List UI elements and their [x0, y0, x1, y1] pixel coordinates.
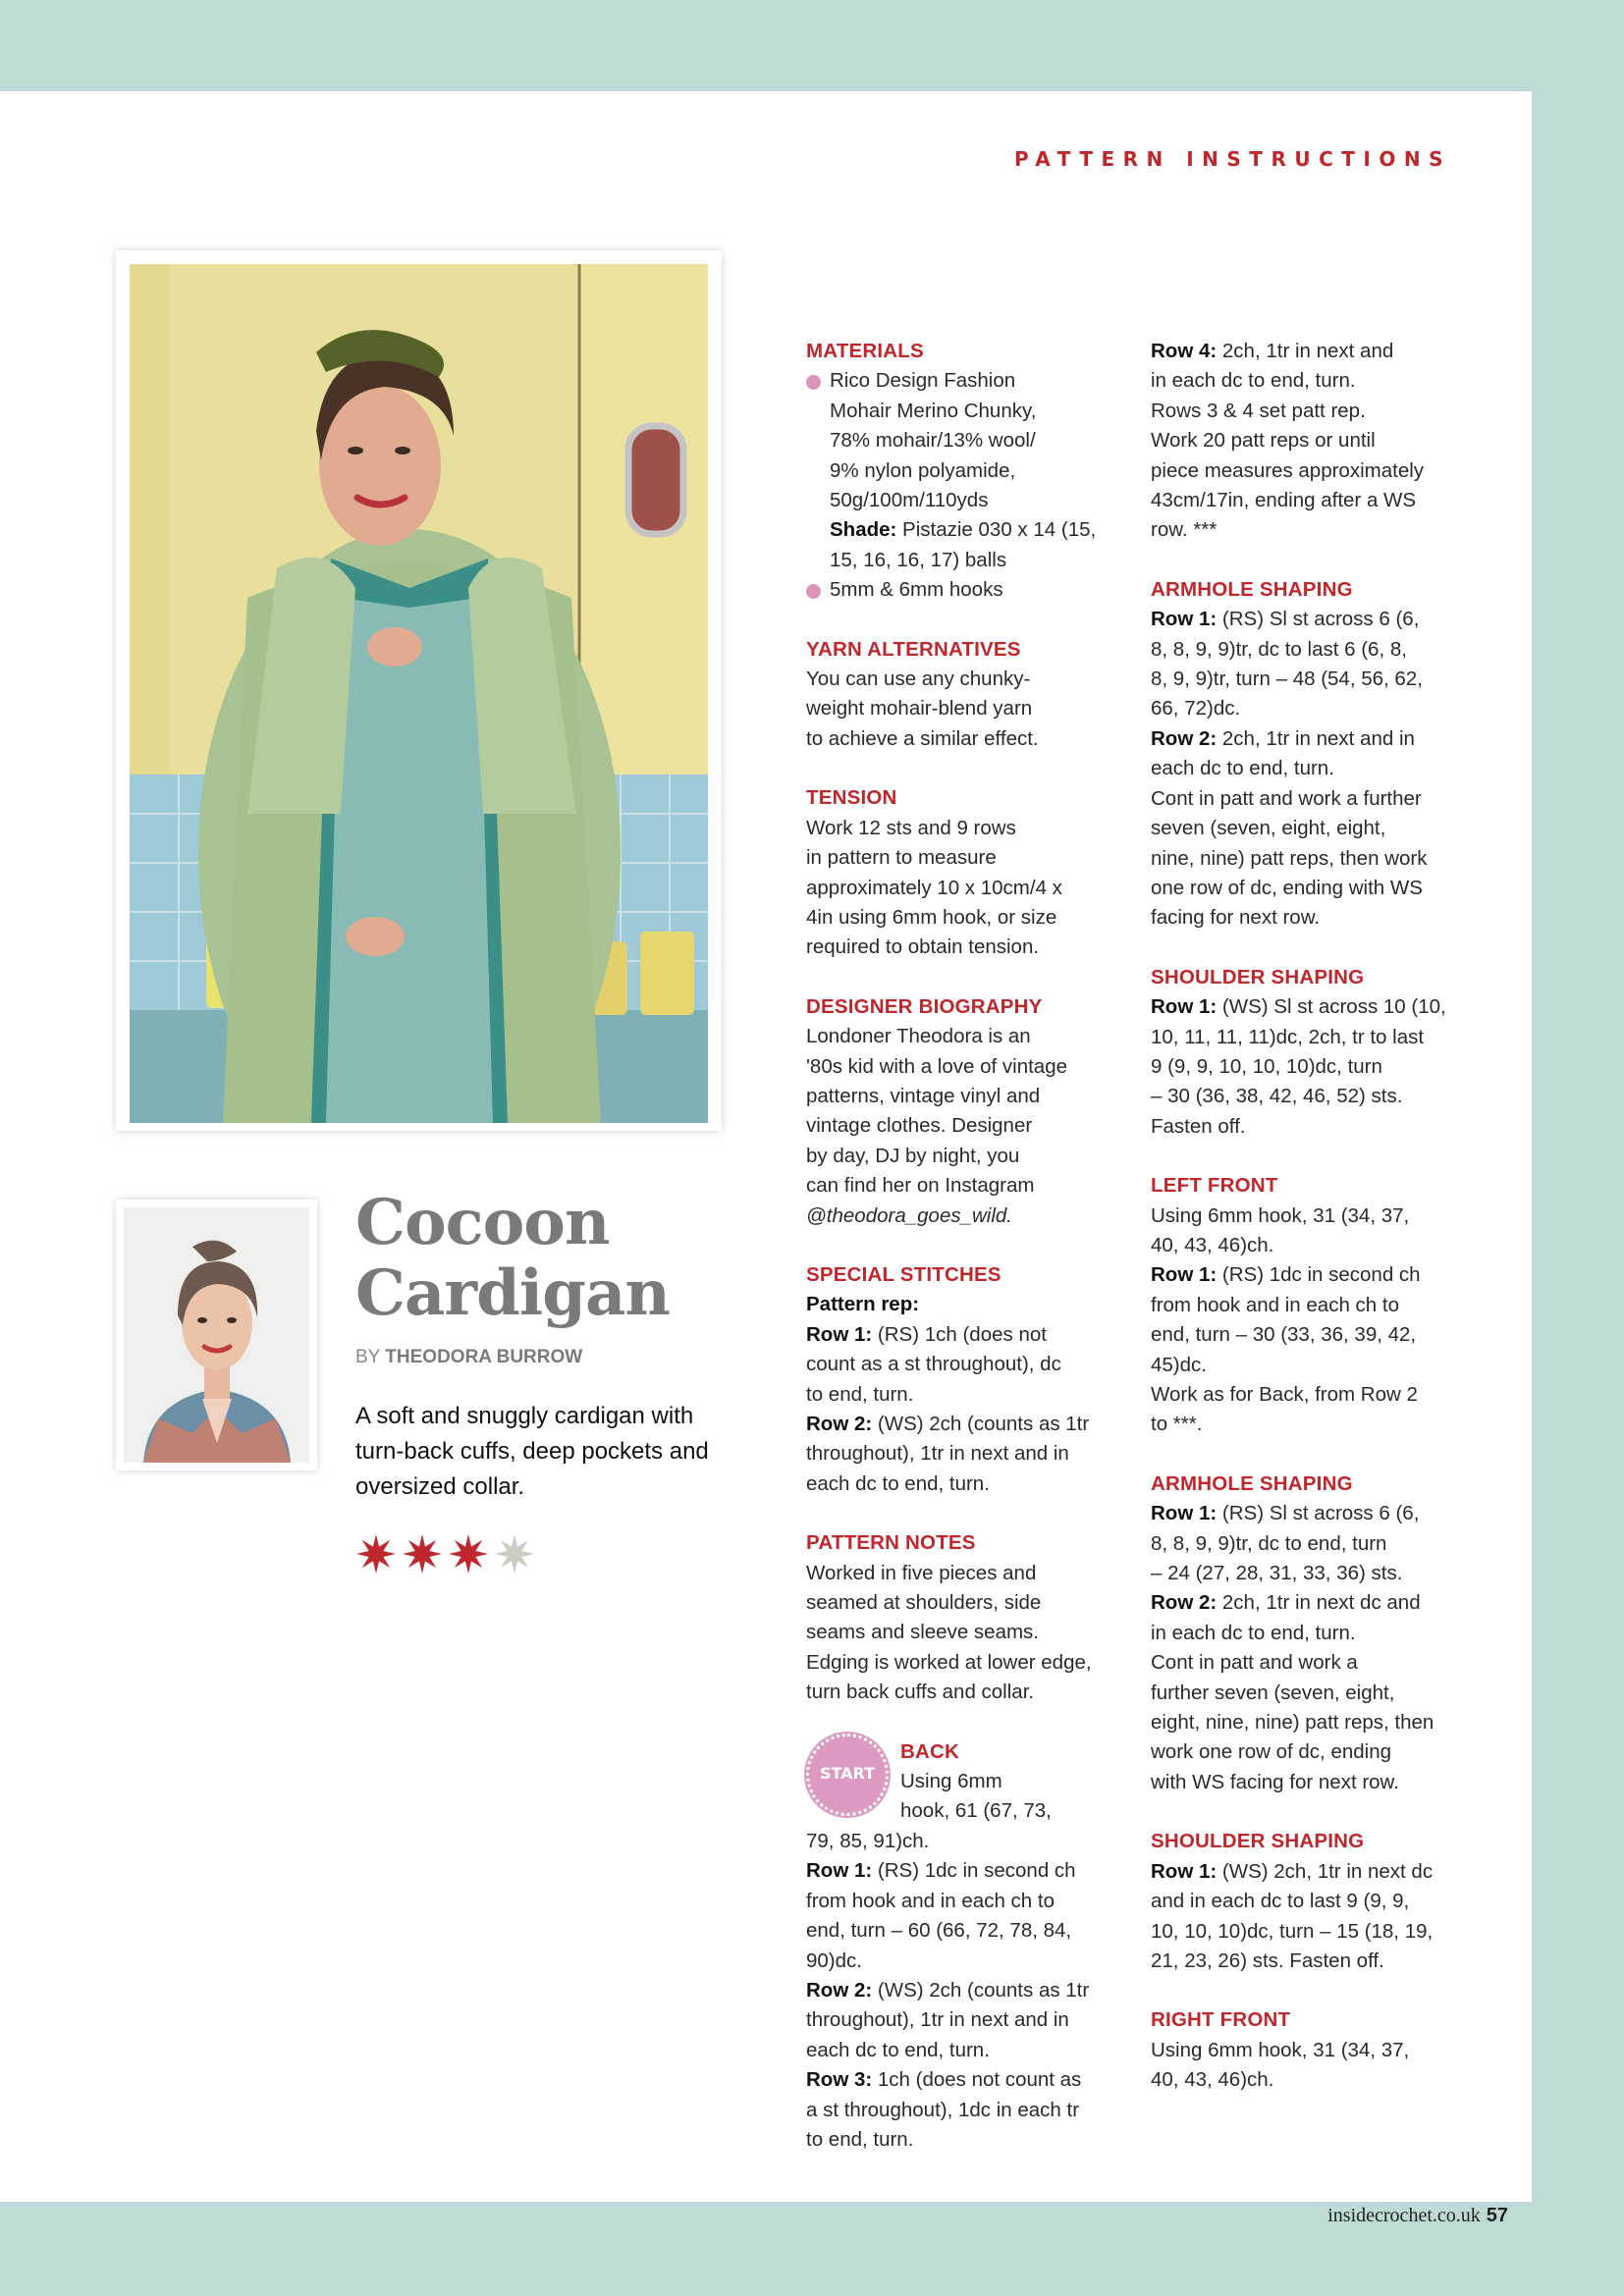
materials-hooks-item: 5mm & 6mm hooks: [806, 575, 1120, 605]
left-front-tail: Work as for Back, from Row 2 to ***.: [1151, 1383, 1418, 1436]
designer-photo-frame: [116, 1200, 317, 1470]
back-row-3: [806, 2065, 1120, 2155]
row-label: Row 2:: [806, 1413, 873, 1435]
instructions-column-1: [806, 337, 1120, 2184]
pattern-notes-heading: PATTERN NOTES: [806, 1531, 976, 1555]
designer-photo: [124, 1207, 309, 1463]
right-front-intro: Using 6mm hook, 31 (34, 37, 40, 43, 46)ch.: [1151, 2038, 1410, 2092]
main-photo: [130, 264, 708, 1123]
difficulty-star-filled-icon: [402, 1533, 443, 1575]
shoulder-heading-1: SHOULDER SHAPING: [1151, 965, 1365, 988]
row-text: (RS) 1ch (does not count as a st throughout), dc to end, turn.: [806, 1322, 1061, 1406]
armhole1-tail: Cont in patt and work a further seven (seven, eight, eight, nine, nine) patt reps, then work one row of dc, ending with WS facing for next row.: [1151, 786, 1428, 930]
row-label: Row 3:: [806, 2068, 873, 2092]
title-line-1: Cocoon: [355, 1186, 610, 1259]
armhole2-row-2: [1151, 1588, 1494, 1648]
row-text: (WS) Sl st across 10 (10, 10, 11, 11, 11)dc, 2ch, tr to last 9 (9, 9, 10, 10, 10)dc, turn – 30 (36, 38, 42, 46, 52) sts. Fasten off.: [1151, 995, 1446, 1138]
row-label: Row 1:: [1151, 1502, 1218, 1525]
start-badge: START: [806, 1734, 889, 1816]
pattern-notes-section: [806, 1528, 1120, 1707]
tension-section: [806, 783, 1120, 962]
row-text: 2ch, 1tr in next and in each dc to end, turn.: [1151, 726, 1415, 780]
intro-text: A soft and snuggly cardigan with turn-back cuffs, deep pockets and oversized collar.: [355, 1403, 709, 1500]
shoulder1-row-1: [1151, 992, 1494, 1142]
page-number: 57: [1486, 2205, 1508, 2226]
designer-heading: DESIGNER BIOGRAPHY: [806, 994, 1043, 1018]
difficulty-star-filled-icon: [355, 1533, 397, 1575]
difficulty-star-filled-icon: [448, 1533, 489, 1575]
row-label: Row 4:: [1151, 340, 1218, 362]
pattern-rep-subhead: Pattern rep:: [806, 1293, 920, 1316]
shoulder2-row-1: [1151, 1857, 1494, 1977]
pattern-title: [355, 1188, 748, 1329]
designer-section: [806, 992, 1120, 1231]
row-text: (WS) 2ch (counts as 1tr throughout), 1tr in next and in each dc to end, turn.: [806, 1413, 1090, 1495]
special-stitches-section: [806, 1260, 1120, 1499]
shoulder-shaping-section-2: [1151, 1827, 1494, 1976]
materials-heading: MATERIALS: [806, 340, 924, 362]
special-row-1: [806, 1320, 1120, 1410]
row-label: Row 1:: [1151, 1859, 1218, 1883]
row-label: Row 2:: [1151, 726, 1218, 750]
row-text: (WS) 2ch, 1tr in next dc and in each dc to last 9 (9, 9, 10, 10, 10)dc, turn – 15 (18, 19, 21, 23, 26) sts. Fasten off.: [1151, 1859, 1434, 1972]
pattern-notes-text: Worked in five pieces and seamed at shoulders, side seams and sleeve seams. Edging is worked at lower edge, turn back cuffs and collar.: [806, 1561, 1092, 1704]
yarn-alternatives-text: You can use any chunky- weight mohair-blend yarn to achieve a similar effect.: [806, 667, 1039, 750]
row-text: (RS) Sl st across 6 (6, 8, 8, 9, 9)tr, dc to last 6 (6, 8, 8, 9, 9)tr, turn – 48 (54, 56, 62, 66, 72)dc.: [1151, 608, 1423, 721]
section-header: PATTERN INSTRUCTIONS: [1013, 147, 1451, 171]
shoulder-heading-2: SHOULDER SHAPING: [1151, 1830, 1365, 1853]
shade-text: Pistazie 030 x 14 (15, 15, 16, 16, 17) balls: [830, 518, 1097, 571]
row-text: (RS) 1dc in second ch from hook and in each ch to end, turn – 60 (66, 72, 78, 84, 90)dc.: [806, 1859, 1076, 1972]
left-front-row-1: [1151, 1260, 1494, 1380]
site-name: insidecrochet.co.uk: [1327, 2205, 1481, 2226]
instructions-column-2: [1151, 337, 1494, 2125]
row-label: Row 1:: [1151, 1263, 1218, 1287]
back-continued: [1151, 337, 1494, 546]
designer-text: Londoner Theodora is an '80s kid with a love of vintage patterns, vintage vinyl and vintage clothes. Designer by day, DJ by night, you can find her on Instagram: [806, 1025, 1068, 1198]
armhole1-row-2: [1151, 724, 1494, 784]
main-photo-frame: [116, 250, 722, 1131]
tension-text: Work 12 sts and 9 rows in pattern to measure approximately 10 x 10cm/4 x 4in using 6mm hook, or size required to obtain tension.: [806, 816, 1062, 959]
armhole-shaping-section-2: [1151, 1469, 1494, 1797]
armhole-heading-2: ARMHOLE SHAPING: [1151, 1471, 1353, 1495]
shoulder-shaping-section-1: [1151, 963, 1494, 1142]
back-intro-a: Using 6mm hook, 61 (67, 73,: [900, 1770, 1052, 1823]
row-label: Row 2:: [806, 1978, 873, 2002]
row-text: 2ch, 1tr in next and in each dc to end, turn.: [1151, 340, 1394, 393]
tension-heading: TENSION: [806, 786, 897, 810]
materials-yarn: Rico Design Fashion Mohair Merino Chunky, 78% mohair/13% wool/ 9% nylon polyamide, 50g/100m/110yds: [830, 369, 1037, 512]
designer-name: THEODORA BURROW: [385, 1347, 583, 1367]
row-text: (RS) 1dc in second ch from hook and in each ch to end, turn – 30 (33, 36, 39, 42, 45)dc.: [1151, 1263, 1421, 1376]
yarn-alternatives-section: [806, 635, 1120, 755]
right-front-heading: RIGHT FRONT: [1151, 2008, 1291, 2032]
row-label: Row 1:: [806, 1859, 873, 1883]
page-footer: [1327, 2205, 1508, 2227]
back-row-2: [806, 1976, 1120, 2065]
special-stitches-heading: SPECIAL STITCHES: [806, 1262, 1001, 1286]
title-line-2: Cardigan: [355, 1256, 670, 1330]
left-front-intro: Using 6mm hook, 31 (34, 37, 40, 43, 46)ch.: [1151, 1203, 1410, 1256]
left-front-heading: LEFT FRONT: [1151, 1174, 1278, 1198]
byline-prefix: BY: [355, 1347, 381, 1367]
armhole-heading-1: ARMHOLE SHAPING: [1151, 577, 1353, 601]
armhole1-row-1: [1151, 605, 1494, 724]
row-text: 1ch (does not count as a st throughout), 1dc in each tr to end, turn.: [806, 2068, 1082, 2151]
back-row-4: [1151, 337, 1494, 397]
back-intro-b: 79, 85, 91)ch.: [806, 1829, 930, 1852]
byline: [355, 1347, 582, 1368]
row-label: Row 1:: [806, 1322, 873, 1346]
row-label: Row 1:: [1151, 608, 1218, 631]
row-label: Row 2:: [1151, 1591, 1218, 1615]
armhole2-row-1: [1151, 1499, 1494, 1588]
yarn-alternatives-heading: YARN ALTERNATIVES: [806, 637, 1021, 661]
armhole-shaping-section-1: [1151, 575, 1494, 934]
row-text: (RS) Sl st across 6 (6, 8, 8, 9, 9)tr, dc to end, turn – 24 (27, 28, 31, 33, 36) sts.: [1151, 1502, 1420, 1585]
special-row-2: [806, 1410, 1120, 1499]
materials-section: [806, 337, 1120, 606]
back-section: [806, 1737, 1120, 2156]
row-label: Row 1:: [1151, 995, 1218, 1019]
armhole2-tail: Cont in patt and work a further seven (seven, eight, eight, nine, nine) patt reps, then work one row of dc, ending with WS facing for next row.: [1151, 1651, 1435, 1793]
materials-yarn-item: [806, 366, 1120, 575]
back-row-1: [806, 1856, 1120, 1976]
difficulty-star-empty-icon: [494, 1533, 535, 1575]
back-heading: BACK: [900, 1739, 960, 1763]
shade-label: Shade:: [830, 518, 897, 542]
difficulty-rating: [355, 1533, 535, 1575]
left-front-section: [1151, 1171, 1494, 1440]
row-text: (WS) 2ch (counts as 1tr throughout), 1tr in next and in each dc to end, turn.: [806, 1978, 1090, 2061]
right-front-section: [1151, 2005, 1494, 2095]
row-text: 2ch, 1tr in next dc and in each dc to end, turn.: [1151, 1591, 1421, 1644]
instagram-handle: @theodora_goes_wild.: [806, 1203, 1013, 1227]
back-tail: Rows 3 & 4 set patt rep. Work 20 patt reps or until piece measures approximately 43cm/17in, ending after a WS row. ***: [1151, 399, 1425, 542]
